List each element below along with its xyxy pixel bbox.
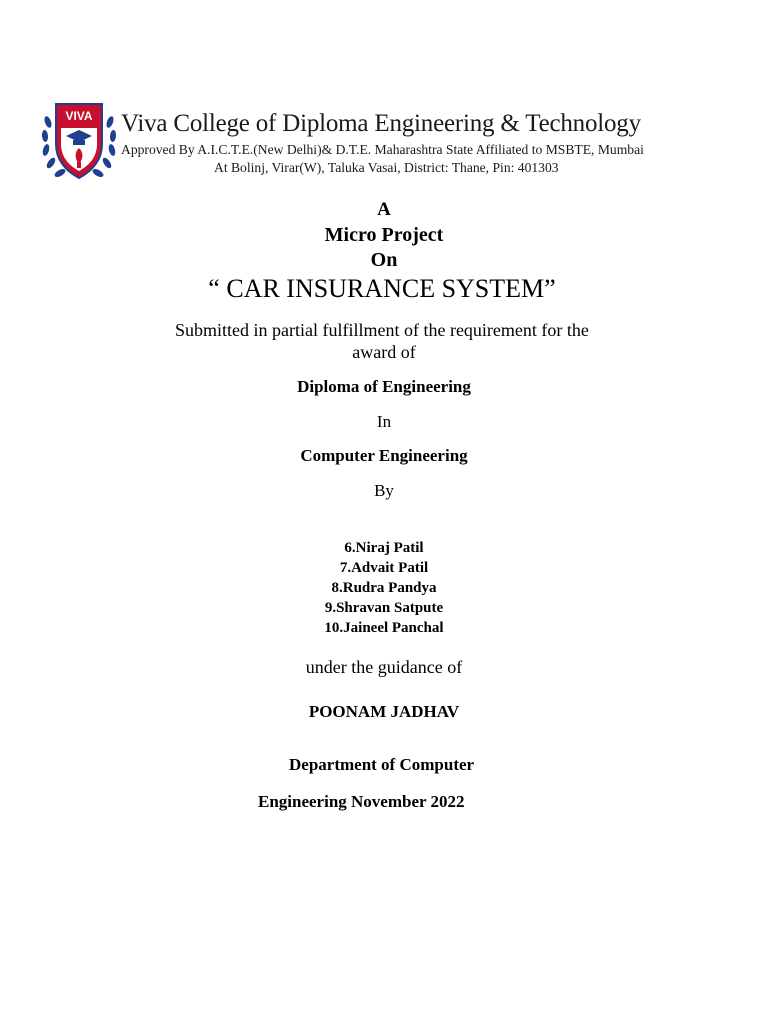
department-line-2: Engineering November 2022 xyxy=(258,792,465,811)
label-a: A xyxy=(377,199,391,220)
submitted-line-1: Submitted in partial fulfillment of the requirement for the xyxy=(175,320,589,340)
college-name: Viva College of Diploma Engineering & Technology xyxy=(121,110,641,137)
by-label: By xyxy=(374,481,394,500)
student-name: 10.Jaineel Panchal xyxy=(324,620,444,636)
college-logo xyxy=(40,100,118,184)
address-line: At Bolinj, Virar(W), Taluka Vasai, District: Thane, Pin: 401303 xyxy=(214,160,559,175)
approval-line: Approved By A.I.C.T.E.(New Delhi)& D.T.E. Maharashtra State Affiliated to MSBTE, Mumbai xyxy=(121,142,644,157)
student-name: 7.Advait Patil xyxy=(339,560,429,576)
guidance-label: under the guidance of xyxy=(305,657,463,677)
student-name: 8.Rudra Pandya xyxy=(331,580,437,596)
project-title: “ CAR INSURANCE SYSTEM” xyxy=(208,274,556,303)
degree: Diploma of Engineering xyxy=(297,377,471,396)
label-micro-project: Micro Project xyxy=(324,224,444,246)
student-name: 9.Shravan Satpute xyxy=(324,600,444,616)
student-name: 6.Niraj Patil xyxy=(344,540,424,556)
label-on: On xyxy=(370,249,398,271)
branch: Computer Engineering xyxy=(300,446,468,465)
student-list xyxy=(0,538,768,638)
guide-name: POONAM JADHAV xyxy=(308,702,460,721)
submitted-line-2: award of xyxy=(352,342,416,362)
department-line-1: Department of Computer xyxy=(289,755,475,774)
in-label: In xyxy=(376,412,392,431)
logo-text: VIVA xyxy=(65,109,93,123)
